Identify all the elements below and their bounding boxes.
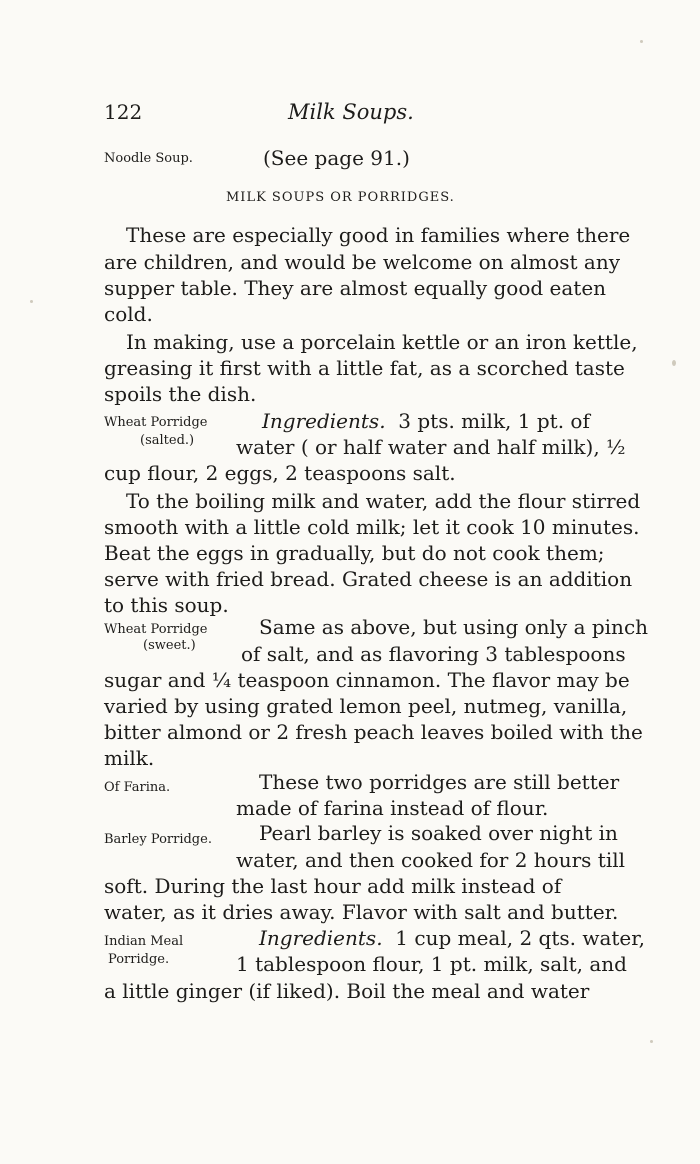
text-line: soft. During the last hour add milk instead of (104, 874, 562, 898)
text-line: These are especially good in families where there (126, 223, 631, 247)
paper-speck (672, 360, 676, 366)
text-line: water ( or half water and half milk), ½ (236, 435, 626, 459)
sidenote-porridge: Porridge. (108, 952, 170, 967)
text-line: bitter almond or 2 fresh peach leaves boiled with the (104, 720, 643, 744)
paper-speck (640, 40, 643, 43)
text-line: varied by using grated lemon peel, nutmeg, vanilla, (104, 694, 628, 718)
sidenote-wheat-porridge: Wheat Porridge (104, 622, 208, 637)
text-line: spoils the dish. (104, 382, 257, 406)
text-line: Same as above, but using only a pinch (259, 615, 649, 639)
sidenote-wheat-porridge: Wheat Porridge (104, 415, 208, 430)
noodle-reference: (See page 91.) (263, 146, 410, 170)
text-line: water, as it dries away. Flavor with salt and butter. (104, 900, 619, 924)
ingredients-label: Ingredients. (259, 926, 383, 950)
sidenote-of-farina: Of Farina. (104, 780, 171, 795)
text-line: cup flour, 2 eggs, 2 teaspoons salt. (104, 461, 456, 485)
paper-speck (30, 300, 33, 303)
text-line: of salt, and as flavoring 3 tablespoons (241, 642, 626, 666)
text-line: supper table. They are almost equally good eaten (104, 276, 607, 300)
sidenote-noodle-soup: Noodle Soup. (104, 151, 193, 166)
sidenote-salted: (salted.) (140, 433, 195, 448)
text-line: Pearl barley is soaked over night in (259, 821, 618, 845)
text-line: sugar and ¼ teaspoon cinnamon. The flavor may be (104, 668, 630, 692)
recipe-first-line (259, 925, 645, 951)
sidenote-barley-porridge: Barley Porridge. (104, 832, 212, 847)
text-line: to this soup. (104, 593, 229, 617)
text-line: 1 tablespoon flour, 1 pt. milk, salt, and (236, 952, 627, 976)
paper-speck (650, 1040, 653, 1043)
ingredients-label: Ingredients. (262, 409, 386, 433)
text-line: cold. (104, 302, 153, 326)
ingredients-text: 1 cup meal, 2 qts. water, (395, 926, 645, 950)
recipe-first-line (262, 408, 590, 434)
text-line: water, and then cooked for 2 hours till (236, 848, 626, 872)
text-line: To the boiling milk and water, add the flour stirred (126, 489, 641, 513)
text-line: In making, use a porcelain kettle or an iron kettle, (126, 330, 638, 354)
text-line: serve with fried bread. Grated cheese is an addition (104, 567, 633, 591)
text-line: a little ginger (if liked). Boil the meal and water (104, 979, 590, 1003)
text-line: Beat the eggs in gradually, but do not cook them; (104, 541, 605, 565)
page-number: 122 (104, 100, 143, 124)
text-line: are children, and would be welcome on almost any (104, 250, 621, 274)
sidenote-sweet: (sweet.) (143, 638, 196, 653)
text-line: made of farina instead of flour. (236, 796, 549, 820)
ingredients-text: 3 pts. milk, 1 pt. of (398, 409, 590, 433)
text-line: greasing it first with a little fat, as a scorched taste (104, 356, 625, 380)
section-title: MILK SOUPS OR PORRIDGES. (226, 190, 455, 205)
text-line: These two porridges are still better (259, 770, 620, 794)
running-title: Milk Soups. (288, 100, 414, 124)
text-line: smooth with a little cold milk; let it cook 10 minutes. (104, 515, 640, 539)
sidenote-indian-meal: Indian Meal (104, 934, 184, 949)
page-header (104, 100, 620, 130)
text-line: milk. (104, 746, 155, 770)
